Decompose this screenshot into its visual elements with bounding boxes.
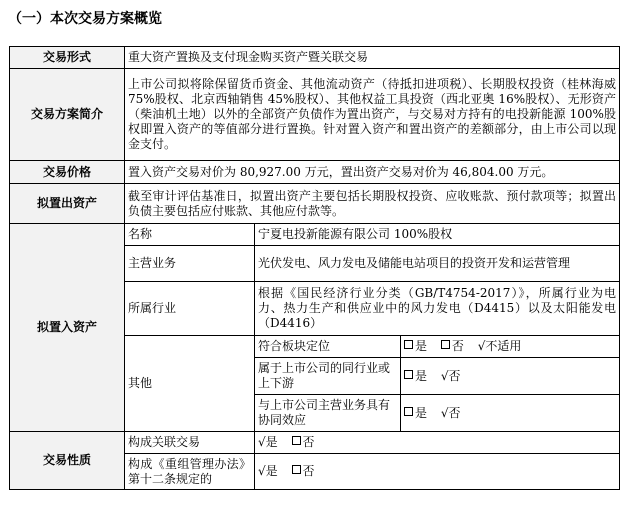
value-company-name: 宁夏电投新能源有限公司 100%股权 bbox=[255, 224, 620, 246]
row-assets-in-name bbox=[10, 224, 620, 246]
label-assets-out: 拟置出资产 bbox=[10, 184, 125, 224]
row-transaction-form bbox=[10, 47, 620, 69]
label-plan-summary: 交易方案简介 bbox=[10, 69, 125, 161]
check-mark-icon: √ bbox=[440, 368, 449, 383]
label-same-industry: 属于上市公司的同行业或上下游 bbox=[255, 358, 401, 395]
label-company-name: 名称 bbox=[125, 224, 255, 246]
section-heading: （一）本次交易方案概览 bbox=[8, 11, 162, 27]
label-synergy: 与上市公司主营业务具有协同效应 bbox=[255, 395, 401, 432]
value-transaction-price: 置入资产交易对价为 80,927.00 万元，置出资产交易对价为 46,804.00 万元。 bbox=[125, 161, 620, 184]
label-transaction-form: 交易形式 bbox=[10, 47, 125, 69]
label-main-business: 主营业务 bbox=[125, 246, 255, 282]
checkbox-empty-icon bbox=[404, 340, 413, 349]
row-plan-summary bbox=[10, 69, 620, 161]
label-other: 其他 bbox=[125, 336, 255, 432]
checkbox-empty-icon bbox=[441, 340, 450, 349]
label-board-fit: 符合板块定位 bbox=[255, 336, 401, 358]
options-related-transaction: √是 否 bbox=[255, 432, 620, 454]
row-assets-out bbox=[10, 184, 620, 224]
value-plan-summary: 上市公司拟将除保留货币资金、其他流动资产（待抵扣进项税）、长期股权投资（桂林海威 75%股权、北京西轴销售 45%股权）、其他权益工具投资（西北亚奥 16%股权）、无形资产（柴油机土地）以外的全部资产负债作为置出资产，与交易对方持有的电投新能源 100%股权即置入资产的等值部分进行置换。针对置入资产和置出资产的差额部分，由上市公司以现金支付。 bbox=[125, 69, 620, 161]
value-industry: 根据《国民经济行业分类（GB/T4754-2017）》，所属行业为电力、热力生产和供应业中的风力发电（D4415）以及太阳能发电（D4416） bbox=[255, 282, 620, 336]
transaction-overview-table bbox=[9, 46, 620, 490]
check-mark-icon: √ bbox=[440, 405, 449, 420]
check-mark-icon: √ bbox=[477, 339, 486, 353]
checkbox-empty-icon bbox=[292, 465, 301, 474]
options-board-fit: 是 否 √不适用 bbox=[401, 336, 620, 358]
check-mark-icon: √ bbox=[258, 464, 266, 478]
options-article-12: √是 否 bbox=[255, 454, 620, 490]
checkbox-empty-icon bbox=[404, 407, 413, 416]
row-transaction-price bbox=[10, 161, 620, 184]
label-transaction-price: 交易价格 bbox=[10, 161, 125, 184]
checkbox-empty-icon bbox=[404, 370, 413, 379]
label-assets-in: 拟置入资产 bbox=[10, 224, 125, 432]
value-transaction-form: 重大资产置换及支付现金购买资产暨关联交易 bbox=[125, 47, 620, 69]
label-related-transaction: 构成关联交易 bbox=[125, 432, 255, 454]
options-same-industry: 是 √否 bbox=[401, 358, 620, 395]
label-article-12: 构成《重组管理办法》第十二条规定的 bbox=[125, 454, 255, 490]
value-main-business: 光伏发电、风力发电及储能电站项目的投资开发和运营管理 bbox=[255, 246, 620, 282]
value-assets-out: 截至审计评估基准日，拟置出资产主要包括长期股权投资、应收账款、预付款项等；拟置出负债主要包括应付账款、其他应付款等。 bbox=[125, 184, 620, 224]
check-mark-icon: √ bbox=[258, 435, 266, 449]
label-industry: 所属行业 bbox=[125, 282, 255, 336]
label-transaction-nature: 交易性质 bbox=[10, 432, 125, 490]
checkbox-empty-icon bbox=[292, 436, 301, 445]
row-related-transaction bbox=[10, 432, 620, 454]
options-synergy: 是 √否 bbox=[401, 395, 620, 432]
